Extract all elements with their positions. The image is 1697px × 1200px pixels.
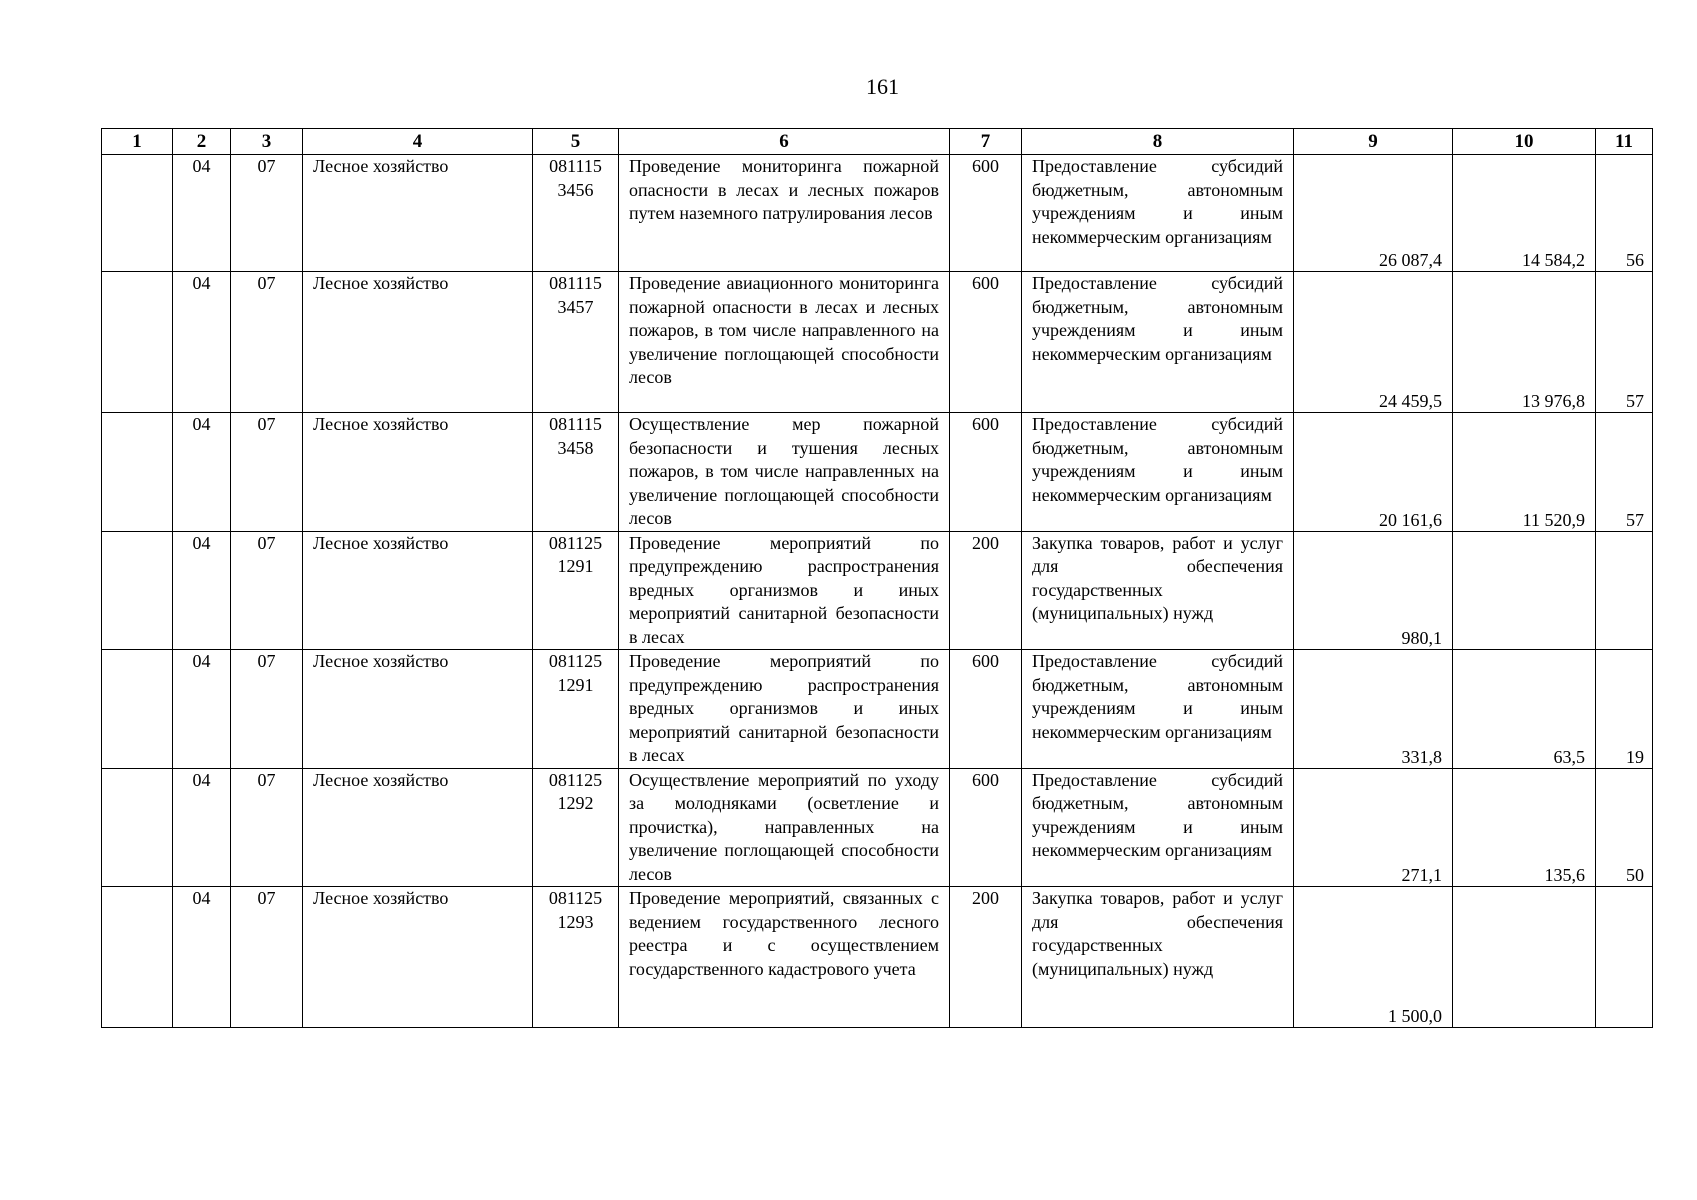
cell-amount-10: 63,5 bbox=[1453, 650, 1596, 769]
cell-col1 bbox=[102, 272, 173, 413]
cell-amount-9: 271,1 bbox=[1294, 768, 1453, 887]
cell-name: Лесное хозяйство bbox=[303, 531, 533, 650]
code-part-a: 081125 bbox=[548, 651, 603, 671]
cell-section: 04 bbox=[173, 155, 231, 272]
cell-subsection: 07 bbox=[231, 155, 303, 272]
cell-expense-name: Предоставление субсидий бюджетным, автономным учреждениям и иным некоммерческим организациям bbox=[1022, 650, 1294, 769]
cell-expense-type: 200 bbox=[950, 531, 1022, 650]
code-part-b: 1292 bbox=[557, 793, 594, 813]
cell-name: Лесное хозяйство bbox=[303, 650, 533, 769]
cell-code bbox=[533, 768, 619, 887]
code-part-a: 081125 bbox=[548, 532, 603, 553]
cell-amount-9: 980,1 bbox=[1294, 531, 1453, 650]
cell-amount-9: 26 087,4 bbox=[1294, 155, 1453, 272]
cell-subsection: 07 bbox=[231, 887, 303, 1028]
cell-col1 bbox=[102, 413, 173, 532]
cell-description: Осуществление мероприятий по уходу за молодняками (осветление и прочистка), направленных на увеличение поглощающей способности лесов bbox=[619, 768, 950, 887]
cell-code bbox=[533, 272, 619, 413]
cell-amount-10 bbox=[1453, 887, 1596, 1028]
column-header-5: 5 bbox=[533, 129, 619, 155]
cell-amount-10: 135,6 bbox=[1453, 768, 1596, 887]
code-part-b: 3457 bbox=[557, 296, 594, 317]
code-part-a: 081125 bbox=[548, 888, 603, 908]
cell-subsection: 07 bbox=[231, 768, 303, 887]
column-header-4: 4 bbox=[303, 129, 533, 155]
table-row bbox=[102, 887, 1653, 1028]
cell-description: Проведение мероприятий, связанных с ведением государственного лесного реестра и с осуществлением государственного кадастрового учета bbox=[619, 887, 950, 1028]
cell-col1 bbox=[102, 650, 173, 769]
cell-description: Проведение мониторинга пожарной опасности в лесах и лесных пожаров путем наземного патрулирования лесов bbox=[619, 155, 950, 272]
code-part-b: 1291 bbox=[557, 674, 594, 695]
cell-amount-9: 1 500,0 bbox=[1294, 887, 1453, 1028]
page-number: 161 bbox=[866, 74, 899, 99]
cell-col1 bbox=[102, 768, 173, 887]
cell-col1 bbox=[102, 155, 173, 272]
column-header-9: 9 bbox=[1294, 129, 1453, 155]
cell-description: Проведение мероприятий по предупреждению распространения вредных организмов и иных мероприятий санитарной безопасности в лесах bbox=[619, 650, 950, 769]
table-row bbox=[102, 531, 1653, 650]
cell-code bbox=[533, 650, 619, 769]
cell-amount-10: 13 976,8 bbox=[1453, 272, 1596, 413]
cell-expense-type: 600 bbox=[950, 272, 1022, 413]
cell-code bbox=[533, 887, 619, 1028]
cell-expense-name: Закупка товаров, работ и услуг для обеспечения государственных (муниципальных) нужд bbox=[1022, 887, 1294, 1028]
code-part-b: 1291 bbox=[557, 556, 594, 576]
code-part-b: 3458 bbox=[557, 437, 594, 458]
cell-name: Лесное хозяйство bbox=[303, 272, 533, 413]
cell-description: Проведение мероприятий по предупреждению распространения вредных организмов и иных мероприятий санитарной безопасности в лесах bbox=[619, 531, 950, 650]
cell-amount-9: 24 459,5 bbox=[1294, 272, 1453, 413]
cell-amount-10: 11 520,9 bbox=[1453, 413, 1596, 532]
cell-expense-type: 200 bbox=[950, 887, 1022, 1028]
cell-subsection: 07 bbox=[231, 650, 303, 769]
column-header-10: 10 bbox=[1453, 129, 1596, 155]
cell-percent-11: 57 bbox=[1596, 413, 1653, 532]
cell-percent-11: 50 bbox=[1596, 768, 1653, 887]
cell-percent-11 bbox=[1596, 531, 1653, 650]
column-header-7: 7 bbox=[950, 129, 1022, 155]
cell-code bbox=[533, 413, 619, 532]
code-part-a: 081115 bbox=[549, 273, 602, 293]
code-part-b: 1293 bbox=[557, 911, 594, 932]
cell-expense-name: Предоставление субсидий бюджетным, автономным учреждениям и иным некоммерческим организациям bbox=[1022, 413, 1294, 532]
code-part-a: 081125 bbox=[548, 769, 603, 790]
column-header-2: 2 bbox=[173, 129, 231, 155]
cell-description: Осуществление мер пожарной безопасности и тушения лесных пожаров, в том числе направленных на увеличение поглощающей способности лесов bbox=[619, 413, 950, 532]
cell-percent-11: 57 bbox=[1596, 272, 1653, 413]
cell-description: Проведение авиационного мониторинга пожарной опасности в лесах и лесных пожаров, в том числе направленного на увеличение поглощающей способности лесов bbox=[619, 272, 950, 413]
cell-section: 04 bbox=[173, 272, 231, 413]
table-header-row bbox=[102, 129, 1653, 155]
cell-expense-type: 600 bbox=[950, 155, 1022, 272]
cell-expense-name: Предоставление субсидий бюджетным, автономным учреждениям и иным некоммерческим организациям bbox=[1022, 272, 1294, 413]
cell-subsection: 07 bbox=[231, 413, 303, 532]
cell-col1 bbox=[102, 531, 173, 650]
cell-name: Лесное хозяйство bbox=[303, 155, 533, 272]
column-header-1: 1 bbox=[102, 129, 173, 155]
cell-percent-11: 56 bbox=[1596, 155, 1653, 272]
cell-section: 04 bbox=[173, 768, 231, 887]
cell-amount-10 bbox=[1453, 531, 1596, 650]
cell-percent-11 bbox=[1596, 887, 1653, 1028]
code-part-a: 081115 bbox=[549, 156, 602, 176]
cell-section: 04 bbox=[173, 650, 231, 769]
table-row bbox=[102, 768, 1653, 887]
column-header-11: 11 bbox=[1596, 129, 1653, 155]
cell-section: 04 bbox=[173, 413, 231, 532]
cell-subsection: 07 bbox=[231, 272, 303, 413]
cell-amount-10: 14 584,2 bbox=[1453, 155, 1596, 272]
cell-section: 04 bbox=[173, 531, 231, 650]
cell-name: Лесное хозяйство bbox=[303, 413, 533, 532]
table-row bbox=[102, 650, 1653, 769]
cell-expense-name: Предоставление субсидий бюджетным, автономным учреждениям и иным некоммерческим организациям bbox=[1022, 768, 1294, 887]
cell-code bbox=[533, 531, 619, 650]
cell-expense-type: 600 bbox=[950, 413, 1022, 532]
column-header-6: 6 bbox=[619, 129, 950, 155]
cell-expense-name: Закупка товаров, работ и услуг для обеспечения государственных (муниципальных) нужд bbox=[1022, 531, 1294, 650]
cell-percent-11: 19 bbox=[1596, 650, 1653, 769]
cell-expense-name: Предоставление субсидий бюджетным, автономным учреждениям и иным некоммерческим организациям bbox=[1022, 155, 1294, 272]
table-row bbox=[102, 155, 1653, 272]
column-header-8: 8 bbox=[1022, 129, 1294, 155]
cell-name: Лесное хозяйство bbox=[303, 887, 533, 1028]
cell-expense-type: 600 bbox=[950, 768, 1022, 887]
code-part-a: 081115 bbox=[549, 414, 602, 434]
budget-table bbox=[101, 128, 1653, 1028]
cell-subsection: 07 bbox=[231, 531, 303, 650]
cell-col1 bbox=[102, 887, 173, 1028]
cell-section: 04 bbox=[173, 887, 231, 1028]
table-row bbox=[102, 272, 1653, 413]
column-header-3: 3 bbox=[231, 129, 303, 155]
table-row bbox=[102, 413, 1653, 532]
cell-code bbox=[533, 155, 619, 272]
code-part-b: 3456 bbox=[557, 179, 594, 200]
cell-expense-type: 600 bbox=[950, 650, 1022, 769]
cell-name: Лесное хозяйство bbox=[303, 768, 533, 887]
cell-amount-9: 331,8 bbox=[1294, 650, 1453, 769]
cell-amount-9: 20 161,6 bbox=[1294, 413, 1453, 532]
